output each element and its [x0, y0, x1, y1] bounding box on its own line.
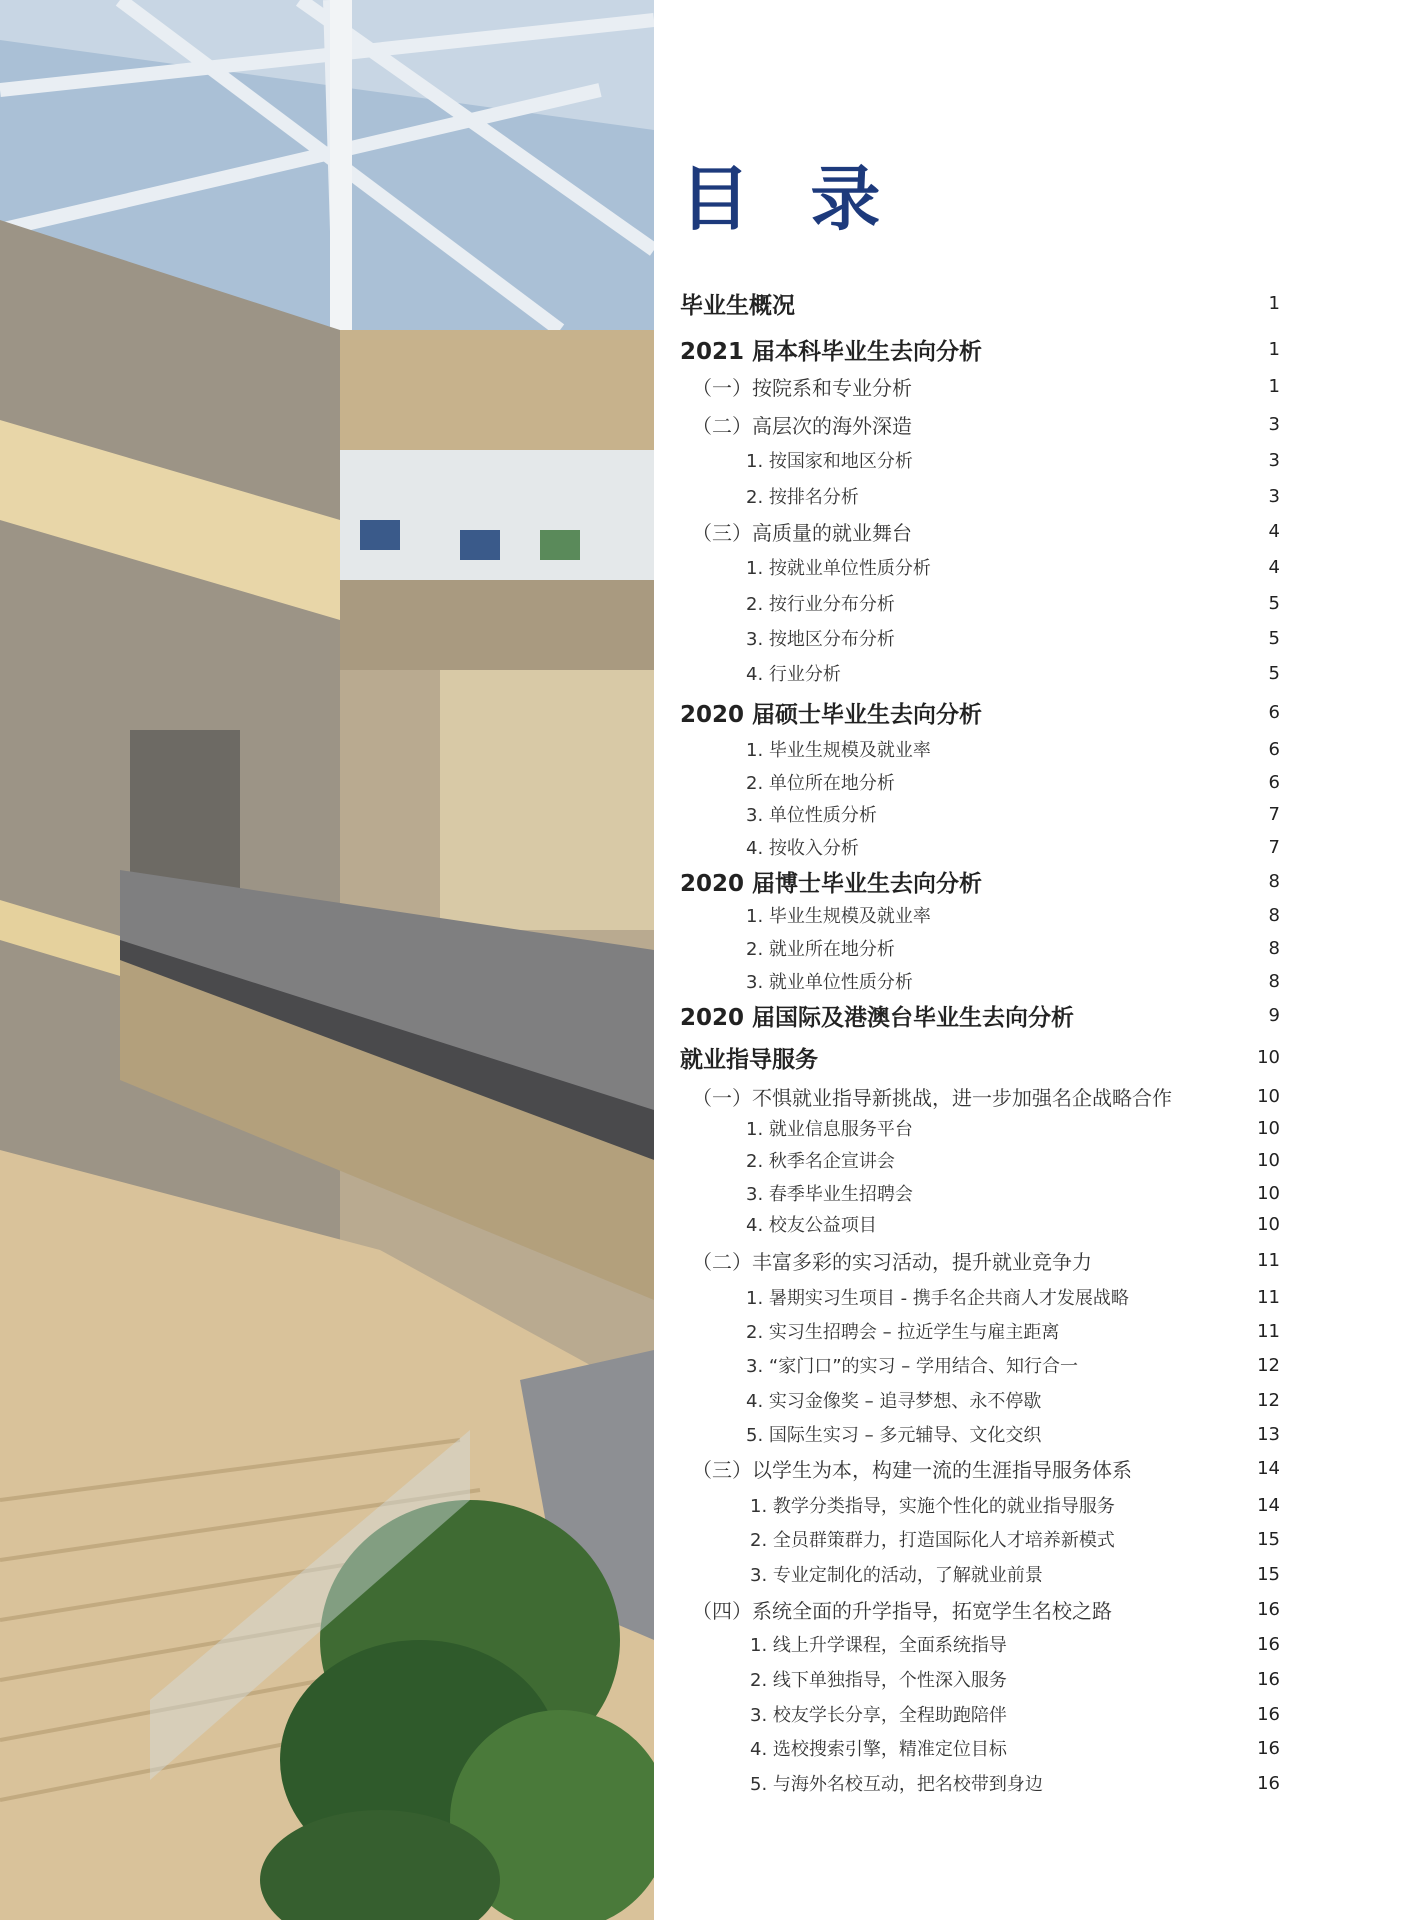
page-number: 14: [1257, 1494, 1280, 1516]
page-number: 15: [1257, 1528, 1280, 1550]
table-of-contents: [654, 0, 1414, 1920]
page-number: 10: [1257, 1117, 1280, 1139]
toc-entry[interactable]: 2020 届硕士毕业生去向分析 6: [680, 701, 1280, 728]
atrium-illustration: [0, 0, 654, 1920]
page-number: 10: [1257, 1182, 1280, 1204]
toc-entry[interactable]: 2020 届国际及港澳台毕业生去向分析 9: [680, 1004, 1280, 1031]
page-number: 12: [1257, 1389, 1280, 1411]
toc-entry[interactable]: （一）按院系和专业分析 1: [692, 375, 1280, 400]
page-number: 14: [1257, 1457, 1280, 1479]
page-number: 8: [1268, 870, 1280, 892]
toc-entry[interactable]: 1. 暑期实习生项目 - 携手名企共商人才发展战略 11: [746, 1286, 1280, 1309]
page-number: 7: [1268, 836, 1280, 858]
page-number: 13: [1257, 1423, 1280, 1445]
page-number: 16: [1257, 1598, 1280, 1620]
page-number: 6: [1268, 771, 1280, 793]
toc-entry[interactable]: （三）高质量的就业舞台 4: [692, 520, 1280, 545]
page-number: 3: [1268, 449, 1280, 471]
toc-entry[interactable]: 3. 就业单位性质分析 8: [746, 970, 1280, 993]
toc-entry[interactable]: 4. 行业分析 5: [746, 662, 1280, 685]
page-number: 5: [1268, 592, 1280, 614]
page-number: 8: [1268, 937, 1280, 959]
toc-entry[interactable]: 毕业生概况 1: [680, 292, 1280, 319]
toc-entry[interactable]: （一）不惧就业指导新挑战，进一步加强名企战略合作 10: [692, 1085, 1280, 1110]
toc-entry[interactable]: 4. 校友公益项目 10: [746, 1213, 1280, 1236]
page-number: 4: [1268, 520, 1280, 542]
toc-entry[interactable]: 2. 实习生招聘会 – 拉近学生与雇主距离 11: [746, 1320, 1280, 1343]
cover-photo: [0, 0, 654, 1920]
page-number: 9: [1268, 1004, 1280, 1026]
page-number: 1: [1268, 338, 1280, 360]
page-number: 1: [1268, 375, 1280, 397]
page-number: 6: [1268, 701, 1280, 723]
page-number: 8: [1268, 970, 1280, 992]
toc-entry[interactable]: 就业指导服务 10: [680, 1046, 1280, 1073]
page-number: 15: [1257, 1563, 1280, 1585]
toc-entry[interactable]: 3. 春季毕业生招聘会 10: [746, 1182, 1280, 1205]
toc-entry[interactable]: 5. 国际生实习 – 多元辅导、文化交织 13: [746, 1423, 1280, 1446]
page-number: 10: [1257, 1149, 1280, 1171]
page-title: 目 录: [680, 158, 899, 240]
page-number: 11: [1257, 1249, 1280, 1271]
toc-entry[interactable]: 2021 届本科毕业生去向分析 1: [680, 338, 1280, 365]
toc-entry[interactable]: 1. 按就业单位性质分析 4: [746, 556, 1280, 579]
toc-entry[interactable]: 4. 选校搜索引擎，精准定位目标 16: [750, 1737, 1280, 1760]
page-number: 3: [1268, 413, 1280, 435]
toc-entry[interactable]: 3. 专业定制化的活动，了解就业前景 15: [750, 1563, 1280, 1586]
toc-entry[interactable]: 1. 按国家和地区分析 3: [746, 449, 1280, 472]
toc-entry[interactable]: 1. 教学分类指导，实施个性化的就业指导服务 14: [750, 1494, 1280, 1517]
toc-entry[interactable]: （二）高层次的海外深造 3: [692, 413, 1280, 438]
page-number: 11: [1257, 1286, 1280, 1308]
page-number: 10: [1257, 1085, 1280, 1107]
page-number: 4: [1268, 556, 1280, 578]
toc-entry[interactable]: 3. 按地区分布分析 5: [746, 627, 1280, 650]
toc-entry[interactable]: 3. 校友学长分享，全程助跑陪伴 16: [750, 1703, 1280, 1726]
page-number: 16: [1257, 1772, 1280, 1794]
page-number: 7: [1268, 803, 1280, 825]
toc-entry[interactable]: 3. 单位性质分析 7: [746, 803, 1280, 826]
toc-entry[interactable]: 2. 全员群策群力，打造国际化人才培养新模式 15: [750, 1528, 1280, 1551]
toc-entry[interactable]: 1. 就业信息服务平台 10: [746, 1117, 1280, 1140]
page-number: 16: [1257, 1737, 1280, 1759]
page-number: 16: [1257, 1703, 1280, 1725]
page-number: 10: [1257, 1046, 1280, 1068]
page-number: 8: [1268, 904, 1280, 926]
toc-entry[interactable]: 2. 按行业分布分析 5: [746, 592, 1280, 615]
page-number: 16: [1257, 1633, 1280, 1655]
toc-entry[interactable]: 5. 与海外名校互动，把名校带到身边 16: [750, 1772, 1280, 1795]
toc-entry[interactable]: 2. 线下单独指导，个性深入服务 16: [750, 1668, 1280, 1691]
toc-entry[interactable]: 2. 就业所在地分析 8: [746, 937, 1280, 960]
toc-entry[interactable]: 4. 按收入分析 7: [746, 836, 1280, 859]
toc-entry[interactable]: 2. 单位所在地分析 6: [746, 771, 1280, 794]
toc-entry[interactable]: （四）系统全面的升学指导，拓宽学生名校之路 16: [692, 1598, 1280, 1623]
page-number: 5: [1268, 662, 1280, 684]
page-number: 16: [1257, 1668, 1280, 1690]
page-number: 12: [1257, 1354, 1280, 1376]
page-number: 11: [1257, 1320, 1280, 1342]
page-number: 5: [1268, 627, 1280, 649]
toc-entry[interactable]: 1. 线上升学课程，全面系统指导 16: [750, 1633, 1280, 1656]
toc-entry[interactable]: （二）丰富多彩的实习活动，提升就业竞争力 11: [692, 1249, 1280, 1274]
toc-entry[interactable]: （三）以学生为本，构建一流的生涯指导服务体系 14: [692, 1457, 1280, 1482]
toc-entry[interactable]: 1. 毕业生规模及就业率 8: [746, 904, 1280, 927]
toc-entry[interactable]: 4. 实习金像奖 – 追寻梦想、永不停歇 12: [746, 1389, 1280, 1412]
toc-entry[interactable]: 2. 按排名分析 3: [746, 485, 1280, 508]
toc-entry[interactable]: 1. 毕业生规模及就业率 6: [746, 738, 1280, 761]
page-number: 3: [1268, 485, 1280, 507]
toc-entry[interactable]: 2. 秋季名企宣讲会 10: [746, 1149, 1280, 1172]
page-number: 6: [1268, 738, 1280, 760]
page-number: 1: [1268, 292, 1280, 314]
toc-entry[interactable]: 2020 届博士毕业生去向分析 8: [680, 870, 1280, 897]
page-number: 10: [1257, 1213, 1280, 1235]
toc-entry[interactable]: 3. “家门口”的实习 – 学用结合、知行合一 12: [746, 1354, 1280, 1377]
